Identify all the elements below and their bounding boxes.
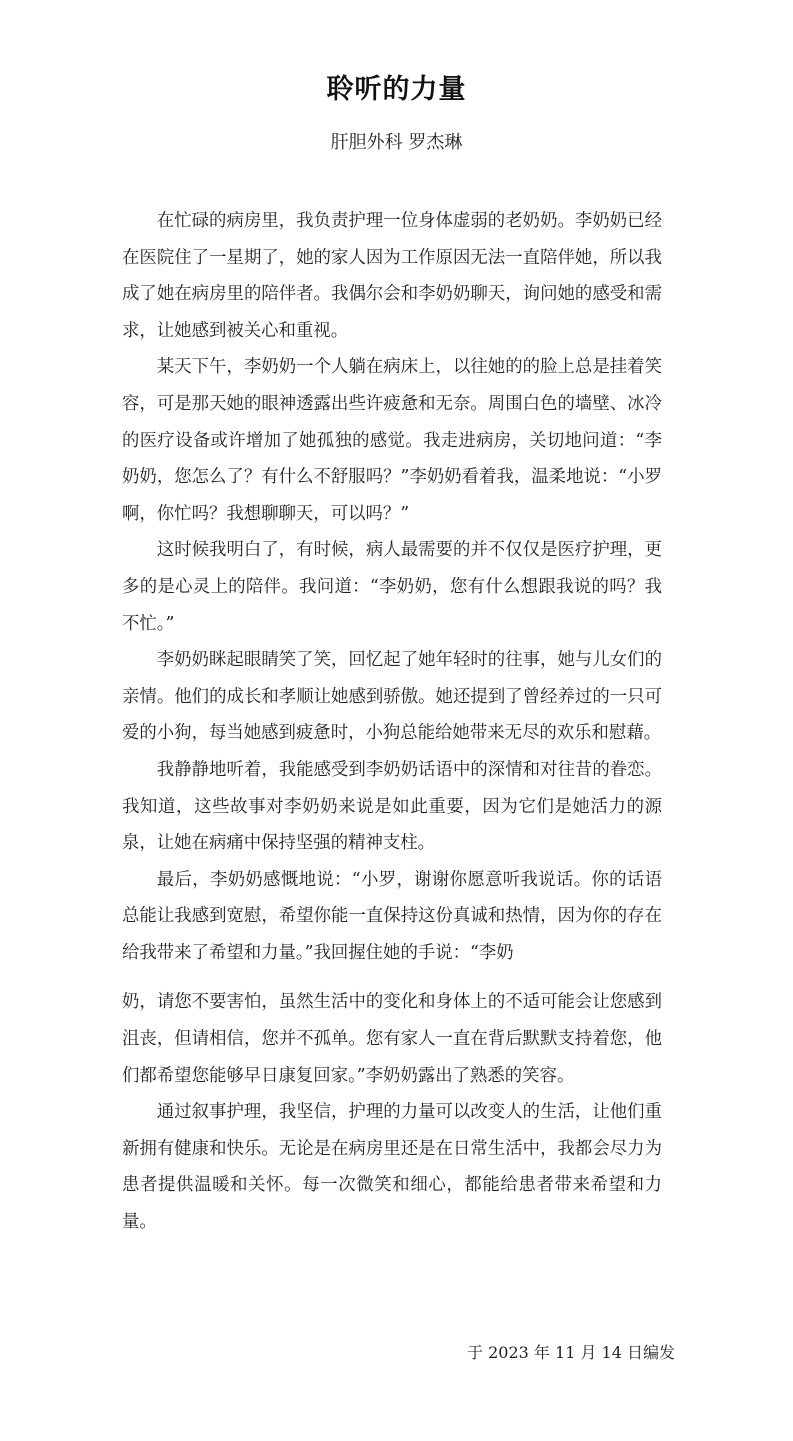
article-title: 聆听的力量 <box>326 74 467 105</box>
article-author: 肝胆外科 罗杰琳 <box>330 132 463 153</box>
paragraph: 在忙碌的病房里，我负责护理一位身体虚弱的老奶奶。李奶奶已经在医院住了一星期了，她的家人因为工作原因无法一直陪伴她，所以我成了她在病房里的陪伴者。我偶尔会和李奶奶聊天，询问她的感受和需求，让她感到被关心和重视。 <box>122 211 662 341</box>
paragraph-continuation: 奶，请您不要害怕，虽然生活中的变化和身体上的不适可能会让您感到沮丧，但请相信，您并不孤单。您有家人一直在背后默默支持着您，他们都希望您能够早日康复回家。”李奶奶露出了熟悉的笑容。 <box>122 992 662 1086</box>
publish-date: 于 2023 年 11 月 14 日编发 <box>467 1343 675 1362</box>
paragraph: 我静静地听着，我能感受到李奶奶话语中的深情和对往昔的眷恋。我知道，这些故事对李奶奶来说是如此重要，因为它们是她活力的源泉，让她在病痛中保持坚强的精神支柱。 <box>122 759 662 854</box>
article-body <box>122 203 662 1241</box>
paragraph: 最后，李奶奶感慨地说：“小罗，谢谢你愿意听我说话。你的话语总能让我感到宽慰，希望你能一直保持这份真诚和热情，因为你的存在给我带来了希望和力量。”我回握住她的手说：“李奶 <box>122 869 662 963</box>
paragraph: 这时候我明白了，有时候，病人最需要的并不仅仅是医疗护理，更多的是心灵上的陪伴。我问道：“李奶奶，您有什么想跟我说的吗？我不忙。” <box>122 540 662 634</box>
paragraph: 某天下午，李奶奶一个人躺在病床上，以往她的的脸上总是挂着笑容，可是那天她的眼神透露出些许疲惫和无奈。周围白色的墙壁、冰冷的医疗设备或许增加了她孤独的感觉。我走进病房，关切地问道：“李奶奶，您怎么了？有什么不舒服吗？”李奶奶看着我，温柔地说：“小罗啊，你忙吗？我想聊聊天，可以吗？” <box>122 357 662 524</box>
paragraph: 通过叙事护理，我坚信，护理的力量可以改变人的生活，让他们重新拥有健康和快乐。无论是在病房里还是在日常生活中，我都会尽力为患者提供温暖和关怀。每一次微笑和细心，都能给患者带来希望和力量。 <box>122 1102 662 1233</box>
paragraph: 李奶奶眯起眼睛笑了笑，回忆起了她年轻时的往事，她与儿女们的亲情。他们的成长和孝顺让她感到骄傲。她还提到了曾经养过的一只可爱的小狗，每当她感到疲惫时，小狗总能给她带来无尽的欢乐和慰藉。 <box>122 650 662 744</box>
